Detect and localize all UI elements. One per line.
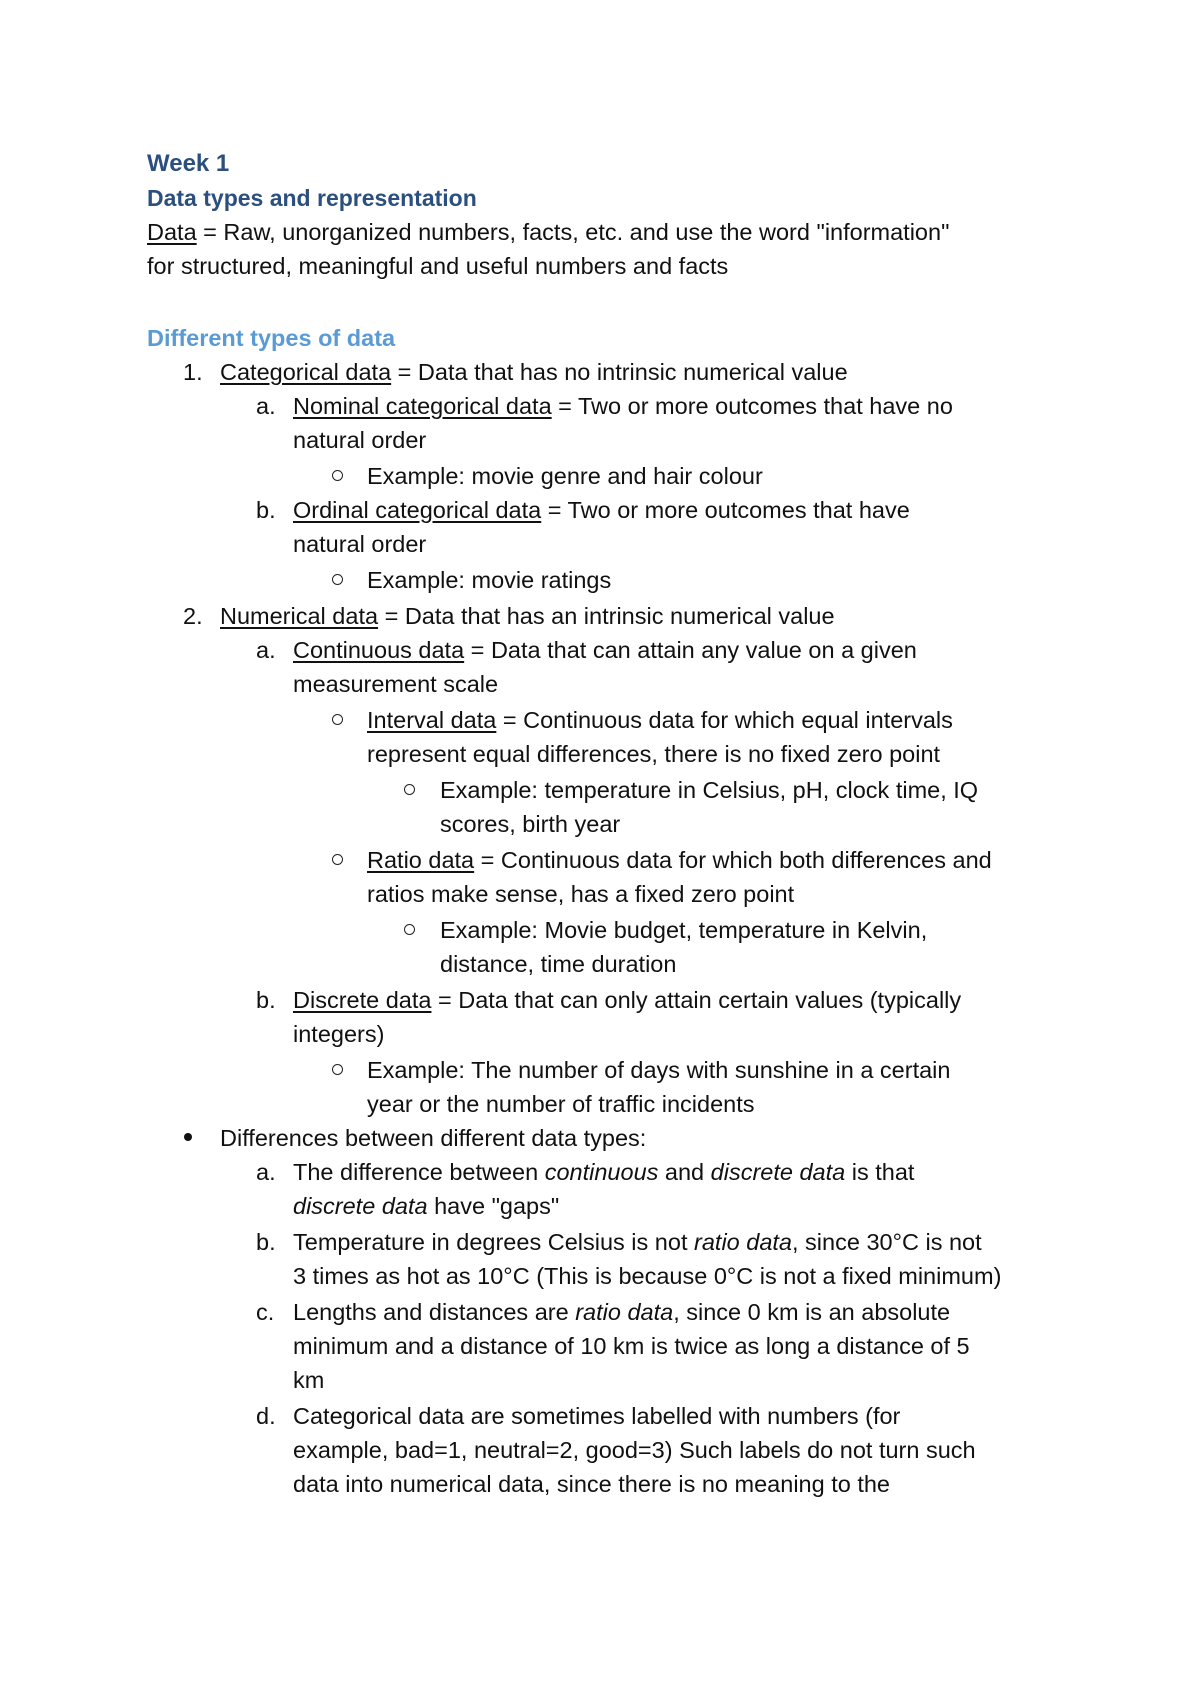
difference-b-line-2: 3 times as hot as 10°C (This is because 0°C is not a fixed minimum) xyxy=(293,1263,1002,1289)
list-item-ratio-cont: ratios make sense, has a fixed zero point xyxy=(367,881,795,907)
example-ratio-1: Example: Movie budget, temperature in Kelvin, xyxy=(440,917,928,943)
list-item-interval-cont: represent equal differences, there is no fixed zero point xyxy=(367,741,941,767)
difference-c-line-3: km xyxy=(293,1367,325,1393)
intro-term: Data xyxy=(147,219,197,245)
list-item-continuous-cont: measurement scale xyxy=(293,671,499,697)
list-item-numerical: Numerical data = Data that has an intrinsic numerical value xyxy=(220,603,835,629)
example-ordinal: Example: movie ratings xyxy=(367,567,612,593)
difference-a-line-1: The difference between continuous and discrete data is that xyxy=(293,1159,915,1185)
difference-d-line-2: example, bad=1, neutral=2, good=3) Such labels do not turn such xyxy=(293,1437,976,1463)
difference-d-line-3: data into numerical data, since there is no meaning to the xyxy=(293,1471,891,1497)
list-item-ratio: Ratio data = Continuous data for which both differences and xyxy=(367,847,992,873)
list-item-categorical: Categorical data = Data that has no intrinsic numerical value xyxy=(220,359,848,385)
difference-b-line-1: Temperature in degrees Celsius is not ratio data, since 30°C is not xyxy=(293,1229,982,1255)
list-marker: d. xyxy=(256,1403,276,1429)
difference-c-line-1: Lengths and distances are ratio data, since 0 km is an absolute xyxy=(293,1299,951,1325)
list-marker: a. xyxy=(256,637,276,663)
list-item-continuous: Continuous data = Data that can attain any value on a given xyxy=(293,637,917,663)
circle-bullet-icon xyxy=(332,470,343,481)
example-ratio-2: distance, time duration xyxy=(440,951,677,977)
differences-title: Differences between different data types: xyxy=(220,1125,647,1151)
difference-c-line-2: minimum and a distance of 10 km is twice as long a distance of 5 xyxy=(293,1333,970,1359)
bullet-dot-icon xyxy=(184,1133,192,1141)
list-marker: a. xyxy=(256,1159,276,1185)
list-item-interval: Interval data = Continuous data for which equal intervals xyxy=(367,707,953,733)
intro-line-2: for structured, meaningful and useful numbers and facts xyxy=(147,253,729,279)
list-item-ordinal: Ordinal categorical data = Two or more outcomes that have xyxy=(293,497,910,523)
list-marker: c. xyxy=(256,1299,275,1325)
section-title: Different types of data xyxy=(147,325,396,351)
circle-bullet-icon xyxy=(332,714,343,725)
list-item-nominal: Nominal categorical data = Two or more outcomes that have no xyxy=(293,393,953,419)
circle-bullet-icon xyxy=(332,1064,343,1075)
circle-bullet-icon xyxy=(404,924,415,935)
list-item-discrete-cont: integers) xyxy=(293,1021,385,1047)
week-heading: Week 1 xyxy=(147,150,230,177)
circle-bullet-icon xyxy=(332,574,343,585)
example-interval-2: scores, birth year xyxy=(440,811,621,837)
list-marker: 2. xyxy=(183,603,203,629)
list-marker: 1. xyxy=(183,359,203,385)
intro-line-1: Data = Raw, unorganized numbers, facts, etc. and use the word "information" xyxy=(147,219,950,245)
circle-bullet-icon xyxy=(332,854,343,865)
circle-bullet-icon xyxy=(404,784,415,795)
example-discrete-2: year or the number of traffic incidents xyxy=(367,1091,755,1117)
list-marker: b. xyxy=(256,987,276,1013)
list-marker: a. xyxy=(256,393,276,419)
list-marker: b. xyxy=(256,1229,276,1255)
example-nominal: Example: movie genre and hair colour xyxy=(367,463,763,489)
list-marker: b. xyxy=(256,497,276,523)
difference-d-line-1: Categorical data are sometimes labelled with numbers (for xyxy=(293,1403,901,1429)
list-item-nominal-cont: natural order xyxy=(293,427,427,453)
list-item-discrete: Discrete data = Data that can only attain certain values (typically xyxy=(293,987,962,1013)
topic-heading: Data types and representation xyxy=(147,185,477,211)
difference-a-line-2: discrete data have "gaps" xyxy=(293,1193,560,1219)
example-interval-1: Example: temperature in Celsius, pH, clock time, IQ xyxy=(440,777,979,803)
example-discrete-1: Example: The number of days with sunshine in a certain xyxy=(367,1057,951,1083)
list-item-ordinal-cont: natural order xyxy=(293,531,427,557)
